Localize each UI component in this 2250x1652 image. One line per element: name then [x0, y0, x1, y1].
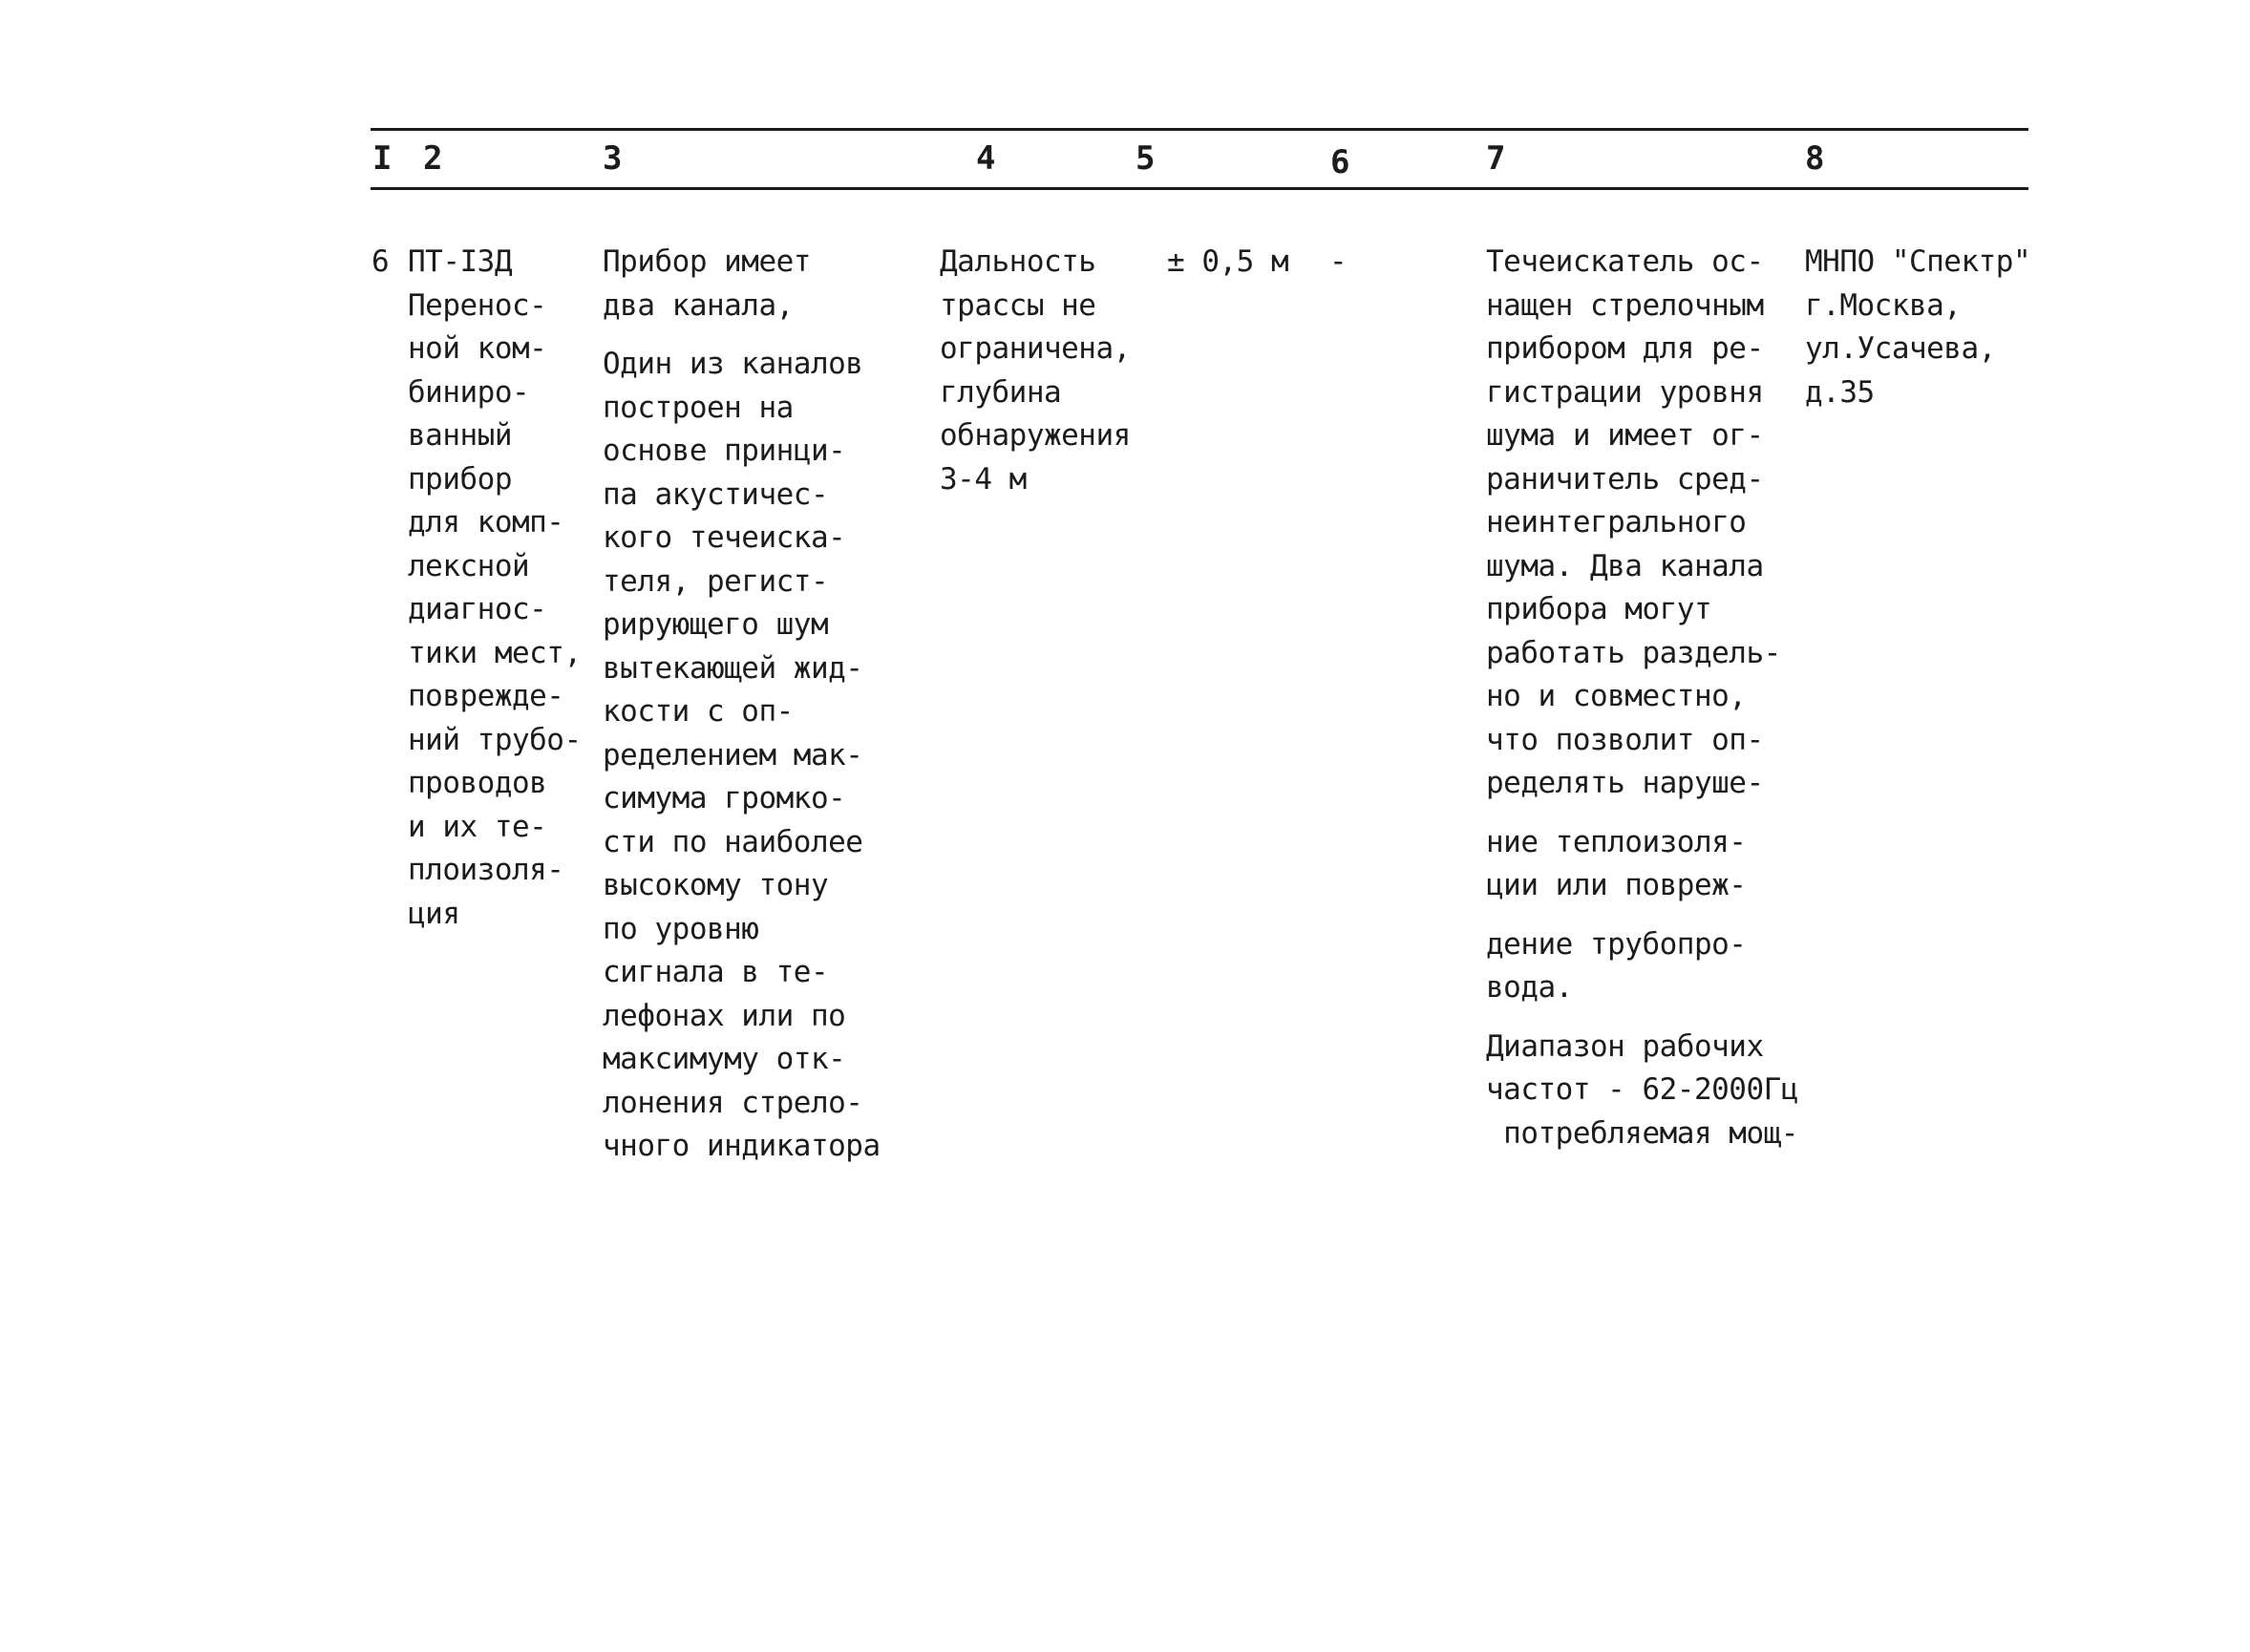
device-line: Перенос- — [408, 287, 547, 323]
header-col-7: 7 — [1486, 139, 1506, 178]
detection-range-cell — [940, 241, 1131, 501]
header-col-4: 4 — [976, 139, 996, 178]
description-line: прибором для ре- — [1486, 331, 1764, 366]
device-line: ванный — [408, 418, 512, 453]
line-gap — [1486, 908, 1798, 923]
description-cell — [1486, 241, 1798, 1155]
device-line: и их те- — [408, 809, 547, 844]
description-line: ние теплоизоля- — [1486, 824, 1747, 859]
description-line: что позволит оп- — [1486, 722, 1764, 757]
description-line: ределять наруше- — [1486, 766, 1764, 800]
principle-line: рирующего шум — [603, 607, 829, 642]
header-col-5: 5 — [1136, 139, 1156, 178]
device-line: ной ком- — [408, 331, 547, 366]
manufacturer-cell — [1805, 241, 2030, 414]
principle-line: высокому тону — [603, 868, 829, 902]
description-line: шума. Два канала — [1486, 548, 1764, 583]
principle-line: основе принци- — [603, 434, 846, 468]
principle-line: сти по наиболее — [603, 824, 863, 859]
header-bottom-rule — [371, 187, 2028, 190]
range-line: глубина — [940, 374, 1062, 410]
principle-line: лонения стрело- — [603, 1085, 863, 1120]
range-line: Дальность — [940, 244, 1096, 279]
description-line: Диапазон рабочих — [1486, 1028, 1764, 1064]
principle-line: по уровню — [603, 911, 759, 946]
principle-line: лефонах или по — [603, 998, 846, 1033]
header-col-2: 2 — [423, 139, 443, 178]
col6-value-cell: - — [1329, 244, 1348, 279]
manufacturer-line: г.Москва, — [1805, 287, 1962, 323]
manufacturer-line: МНПО "Спектр" — [1805, 244, 2031, 279]
range-line: 3-4 м — [940, 461, 1027, 497]
principle-line: максимуму отк- — [603, 1042, 846, 1076]
principle-line: сигнала в те- — [603, 955, 829, 989]
principle-line: построен на — [603, 390, 794, 425]
principle-line: два канала, — [603, 287, 794, 323]
principle-line: чного индикатора — [603, 1129, 881, 1163]
description-line: Течеискатель ос- — [1486, 244, 1764, 279]
header-col-1: I — [372, 139, 393, 178]
principle-line: вытекающей жид- — [603, 650, 863, 686]
description-line: гистрации уровня — [1486, 374, 1764, 410]
device-line: ция — [408, 896, 460, 931]
description-line: работать раздель- — [1486, 635, 1781, 670]
description-line: дение трубопро- — [1486, 926, 1747, 962]
range-line: трассы не — [940, 287, 1096, 323]
device-line: диагнос- — [408, 592, 547, 626]
device-line: для комп- — [408, 505, 564, 540]
principle-line: па акустичес- — [603, 477, 829, 512]
operating-principle-cell — [603, 241, 881, 1169]
device-line: тики мест, — [408, 635, 582, 670]
principle-line: кости с оп- — [603, 694, 794, 729]
range-line: ограничена, — [940, 331, 1131, 366]
description-line: шума и имеет ог- — [1486, 418, 1764, 453]
header-col-8: 8 — [1805, 139, 1825, 178]
principle-line: ределением мак- — [603, 737, 863, 773]
principle-line: Прибор имеет — [603, 244, 811, 279]
range-line: обнаружения — [940, 418, 1131, 453]
header-col-6: 6 — [1330, 143, 1350, 181]
device-line: поврежде- — [408, 679, 564, 713]
manufacturer-line: д.35 — [1805, 374, 1875, 410]
description-line: потребляемая мощ- — [1486, 1115, 1798, 1151]
device-line: плоизоля- — [408, 853, 564, 887]
description-line: ции или повреж- — [1486, 868, 1747, 902]
device-line: биниро- — [408, 374, 530, 410]
device-line: ний трубо- — [408, 722, 582, 757]
table-top-rule — [371, 128, 2028, 131]
principle-line: Один из каналов — [603, 347, 863, 381]
description-line: прибора могут — [1486, 592, 1712, 626]
header-col-3: 3 — [603, 139, 623, 178]
device-line: лексной — [408, 548, 530, 583]
principle-line: теля, регист- — [603, 563, 829, 599]
accuracy-cell: ± 0,5 м — [1167, 244, 1289, 279]
line-gap — [1486, 1010, 1798, 1026]
line-gap — [603, 328, 881, 343]
row-number: 6 — [371, 244, 390, 279]
description-line: нащен стрелочным — [1486, 287, 1764, 323]
description-line: но и совместно, — [1486, 679, 1747, 713]
device-name-cell — [408, 241, 582, 936]
line-gap — [1486, 806, 1798, 821]
manufacturer-line: ул.Усачева, — [1805, 331, 1996, 366]
principle-line: кого течеиска- — [603, 520, 846, 555]
device-line: проводов — [408, 766, 547, 800]
description-line: неинтегрального — [1486, 505, 1747, 540]
description-line: вода. — [1486, 970, 1573, 1005]
description-line: частот - 62-2000Гц — [1486, 1072, 1798, 1107]
device-line: прибор — [408, 461, 512, 497]
principle-line: симума громко- — [603, 781, 846, 815]
description-line: раничитель сред- — [1486, 461, 1764, 497]
device-line: ПТ-ІЗД — [408, 244, 512, 279]
